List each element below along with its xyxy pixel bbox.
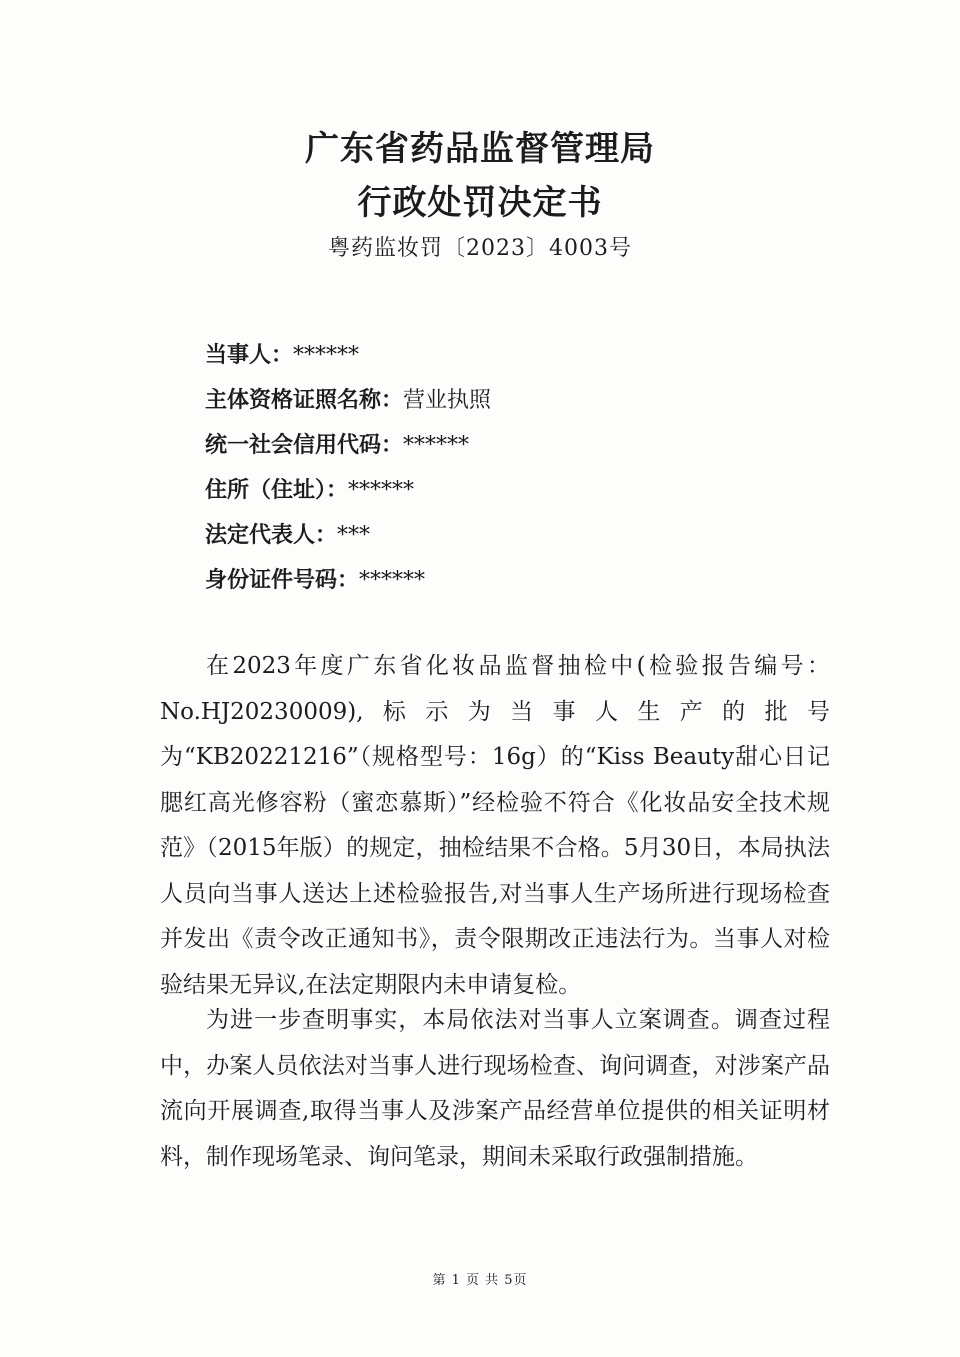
legal-representative-row	[205, 513, 491, 558]
document-title-agency: 广东省药品监督管理局	[305, 129, 655, 169]
field-value: ***	[337, 523, 371, 548]
field-label: 当事人：	[205, 342, 294, 368]
page-number: 第 1 页 共 5页	[432, 1273, 528, 1288]
paragraph-text: 在2023年度广东省化妆品监督抽检中(检验报告编号：No.HJ20230009),标示为当事人生产的批号为“KB20221216”（规格型号：16g）的“Kiss Beauty甜心日记腮红高光修容粉（蜜恋慕斯）”经检验不符合《化妆品安全技术规范》（2015年版）的规定，抽检结果不合格。5月30日，本局执法人员向当事人送达上述检验报告,对当事人生产场所进行现场检查并发出《责令改正通知书》，责令限期改正违法行为。当事人对检验结果无异议,在法定期限内未申请复检。	[160, 653, 830, 998]
field-label: 身份证件号码：	[205, 567, 360, 593]
field-value: 营业执照	[403, 388, 492, 413]
paragraph-text: 为进一步查明事实，本局依法对当事人立案调查。调查过程中，办案人员依法对当事人进行现场检查、询问调查，对涉案产品流向开展调查,取得当事人及涉案产品经营单位提供的相关证明材料，制作现场笔录、询问笔录，期间未采取行政强制措施。	[160, 1007, 830, 1170]
field-label: 住所（住址）：	[205, 477, 349, 503]
document-title-type: 行政处罚决定书	[357, 183, 603, 223]
field-label: 主体资格证照名称：	[205, 387, 404, 413]
field-value: ******	[359, 568, 426, 593]
address-row	[205, 468, 491, 513]
party-info	[205, 333, 491, 603]
credit-code-row	[205, 423, 491, 468]
license-name-row	[205, 378, 491, 423]
field-value: ******	[348, 478, 415, 503]
body-paragraph-inspection	[160, 644, 830, 1008]
field-value: ******	[403, 433, 470, 458]
document-number: 粤药监妆罚〔2023〕4003号	[328, 236, 632, 261]
field-label: 统一社会信用代码：	[205, 432, 404, 458]
field-value: ******	[293, 343, 360, 368]
body-paragraph-investigation	[160, 998, 830, 1180]
id-number-row	[205, 558, 491, 603]
field-label: 法定代表人：	[205, 522, 338, 548]
party-name-row	[205, 333, 491, 378]
